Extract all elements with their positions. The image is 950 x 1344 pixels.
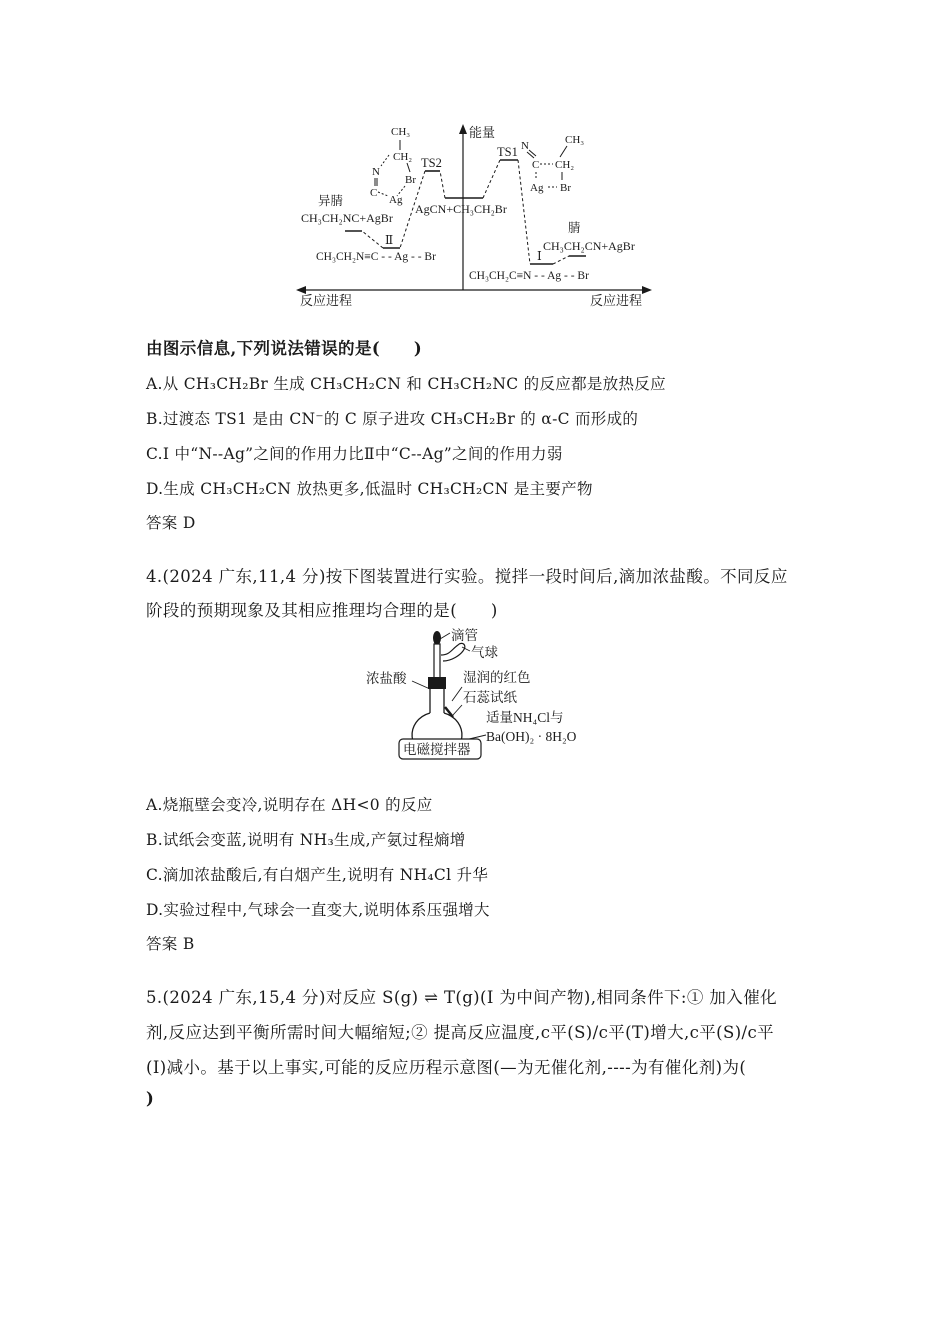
q4-stem-line1: 4.(2024 广东,11,4 分)按下图装置进行实验。搅拌一段时间后,滴加浓盐酸。不同反应 [146,567,788,586]
ts2-ch3: CH₃ [391,126,411,138]
ts2-ch2: CH₂ [393,151,413,163]
ts1-c: C [532,159,540,171]
nitrile-label: 腈 [568,221,581,235]
nitrile-product-label: CH₃CH₂CN+AgBr [543,239,635,253]
fig-dropper-label: 滴管 [451,628,478,643]
complex-II-label: CH₃CH₂N≡C - - Ag - - Br [316,251,436,263]
ts2-c: C [370,187,378,199]
q4-option-a: A.烧瓶壁会变冷,说明存在 ΔH<0 的反应 [146,796,433,814]
ts2-ag: Ag [389,194,403,206]
energy-diagram [0,0,950,320]
ts1-ch2: CH₂ [555,159,575,171]
q5-line4: ) [146,1089,155,1108]
q4-option-d: D.实验过程中,气球会一直变大,说明体系压强增大 [146,901,490,919]
fig-acid-label: 浓盐酸 [366,671,407,686]
ts2-br: Br [405,174,416,186]
fig-paper-label-2: 石蕊试纸 [463,690,517,705]
ts1-n: N [521,140,529,152]
ts1-ag: Ag [530,182,544,194]
q3-stem: 由图示信息,下列说法错误的是( ) [146,339,423,358]
q3-option-b: B.过渡态 TS1 是由 CN⁻的 C 原子进攻 CH₃CH₂Br 的 α-C 而形成的 [146,410,639,428]
q3-option-d: D.生成 CH₃CH₂CN 放热更多,低温时 CH₃CH₂CN 是主要产物 [146,480,593,498]
q3-option-c: C.Ⅰ 中“N--Ag”之间的作用力比Ⅱ中“C--Ag”之间的作用力弱 [146,445,563,463]
q4-option-c: C.滴加浓盐酸后,有白烟产生,说明有 NH₄Cl 升华 [146,866,489,884]
energy-axis-label: 能量 [469,125,496,140]
q5-line3: (I)减小。基于以上事实,可能的反应历程示意图(—为无催化剂,----为有催化剂)为( [146,1058,747,1077]
reactant-label: AgCN+CH₃CH₂Br [415,202,507,216]
mid-I-label: Ⅰ [537,249,542,263]
ts1-ch3: CH₃ [565,134,585,146]
q4-answer: 答案 B [146,935,195,953]
fig-paper-label-1: 湿润的红色 [463,670,531,685]
q3-answer: 答案 D [146,514,196,532]
ts2-label: TS2 [421,156,442,170]
q5-line1: 5.(2024 广东,15,4 分)对反应 S(g) ⇌ T(g)(I 为中间产物),相同条件下:① 加入催化 [146,988,778,1007]
right-axis-label: 反应进程 [590,293,643,308]
apparatus-figure [0,625,950,765]
fig-stirrer-label: 电磁搅拌器 [403,742,471,757]
complex-I-label: CH₃CH₂C≡N - - Ag - - Br [469,270,589,282]
left-axis-label: 反应进程 [300,293,353,308]
isonitrile-label: 异腈 [318,194,344,208]
iso-product-label: CH₃CH₂NC+AgBr [301,211,393,225]
mid-II-label: Ⅱ [385,233,394,247]
q5-line2: 剂,反应达到平衡所需时间大幅缩短;② 提高反应温度,c平(S)/c平(T)增大,c平(S)/c平 [146,1023,775,1042]
ts2-n: N [372,166,380,178]
fig-reagent-label-2: Ba(OH)₂ · 8H₂O [486,729,577,744]
q4-stem-line2: 阶段的预期现象及其相应推理均合理的是( ) [146,601,498,620]
ts1-label: TS1 [497,145,518,159]
q4-option-b: B.试纸会变蓝,说明有 NH₃生成,产氨过程熵增 [146,831,466,849]
q3-option-a: A.从 CH₃CH₂Br 生成 CH₃CH₂CN 和 CH₃CH₂NC 的反应都是放热反应 [146,375,666,393]
fig-reagent-label-1: 适量NH₄Cl与 [486,710,564,725]
ts1-br: Br [560,182,571,194]
fig-balloon-label: 气球 [471,645,498,660]
